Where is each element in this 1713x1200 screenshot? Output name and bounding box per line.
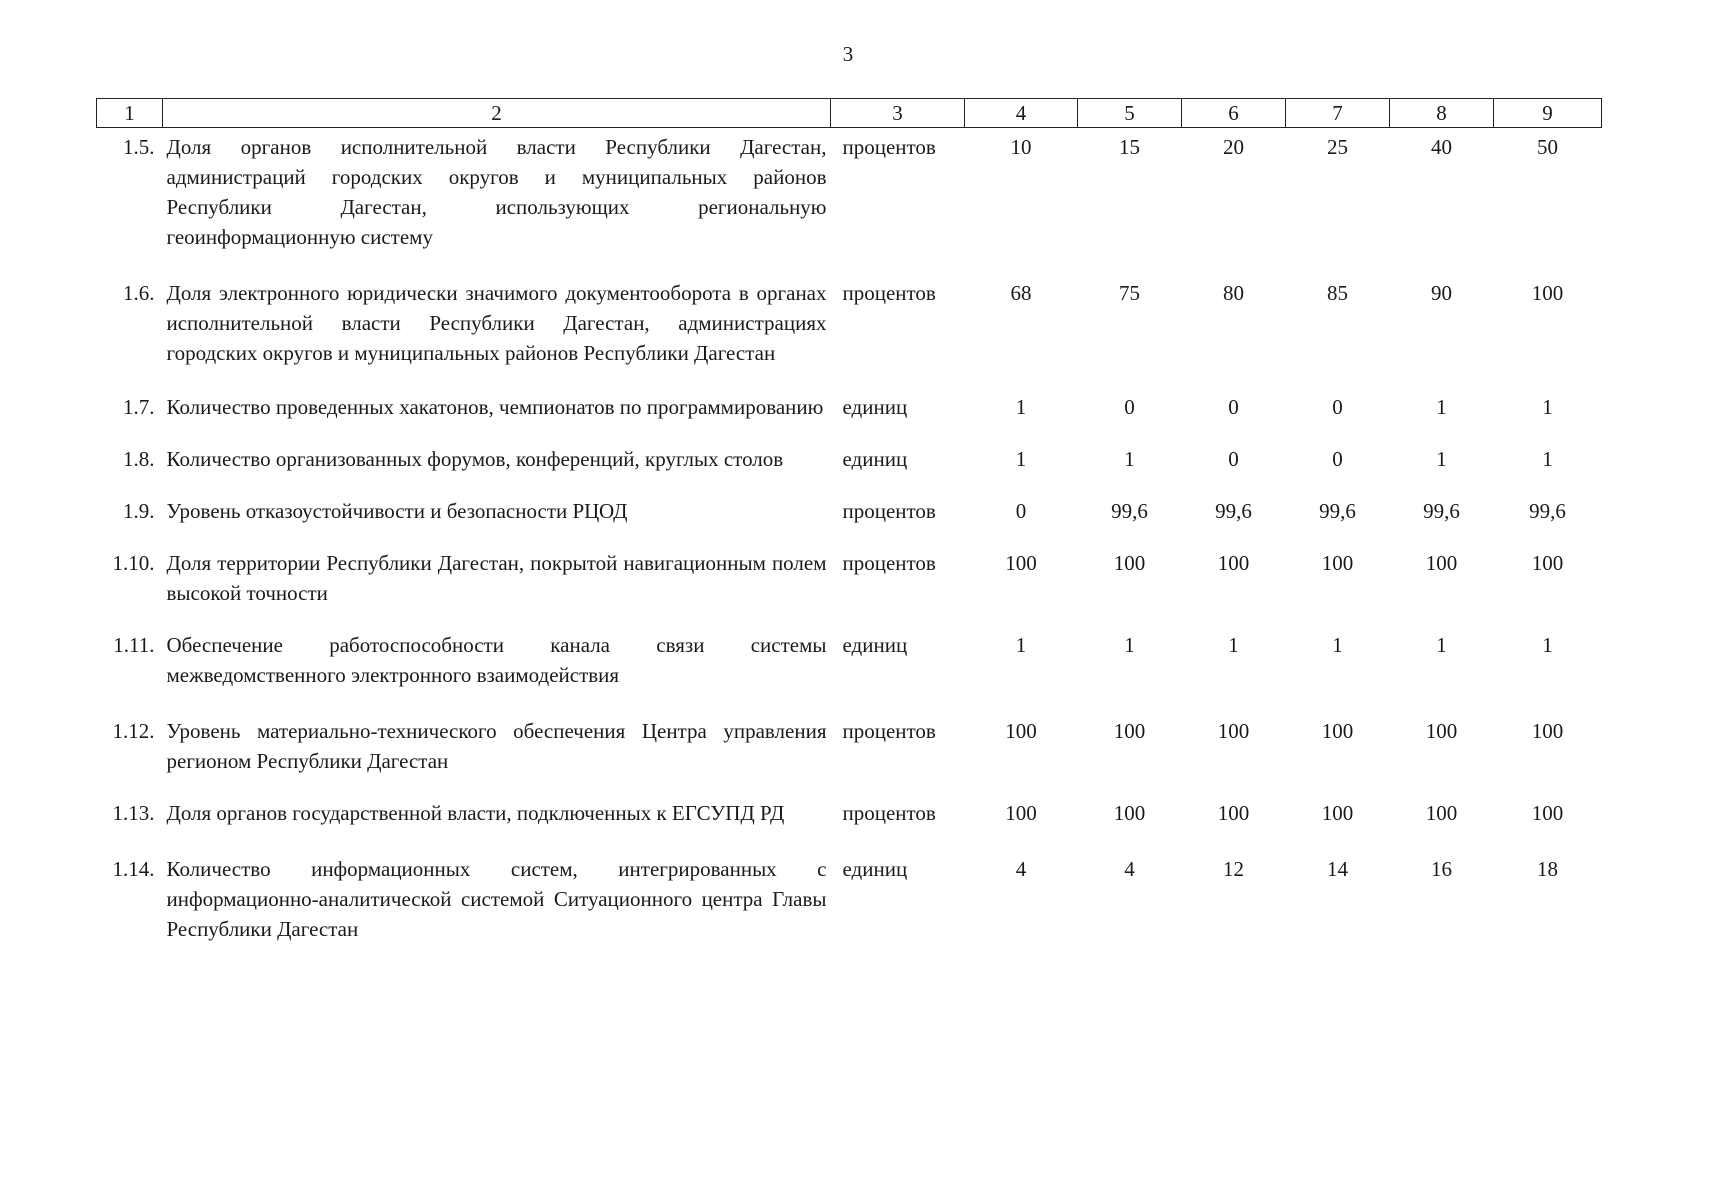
unit-of-measure: процентов [842, 719, 936, 743]
value-col-7: 1 [1332, 633, 1343, 657]
value-col-4: 1 [1015, 633, 1027, 657]
row-number: 1.9. [123, 499, 155, 523]
value-col-9: 50 [1537, 135, 1558, 159]
unit-of-measure: процентов [842, 801, 936, 825]
value-col-6: 0 [1228, 447, 1239, 471]
value-col-9: 100 [1531, 801, 1564, 825]
indicators-table [96, 98, 1602, 944]
indicator-name: Количество проведенных хакатонов, чемпионатов по программированию [166, 395, 824, 419]
row-spacer-cell [97, 828, 1602, 850]
value-col-9: 18 [1537, 857, 1558, 881]
row-spacer-cell [97, 608, 1602, 626]
table-row [97, 712, 1602, 776]
unit-of-measure: единиц [842, 447, 908, 471]
value-col-8: 1 [1436, 633, 1447, 657]
table-row [97, 850, 1602, 944]
value-col-6: 80 [1223, 281, 1244, 305]
indicator-name: Количество информационных систем, интегрированных с информационно-аналитической системой Ситуационного центра Главы Республики Дагестан [166, 857, 827, 941]
row-number: 1.5. [123, 135, 155, 159]
value-col-9: 1 [1542, 395, 1553, 419]
table-row [97, 128, 1602, 253]
table-row [97, 274, 1602, 368]
table-row [97, 492, 1602, 526]
value-col-9: 100 [1531, 551, 1564, 575]
row-spacer-cell [97, 368, 1602, 388]
row-spacer-cell [97, 474, 1602, 492]
value-col-7: 99,6 [1319, 499, 1356, 523]
value-col-4: 100 [1005, 719, 1037, 743]
value-col-5: 99,6 [1111, 499, 1148, 523]
indicator-name: Доля органов государственной власти, подключенных к ЕГСУПД РД [166, 801, 785, 825]
row-spacer [97, 828, 1602, 850]
unit-of-measure: единиц [842, 395, 908, 419]
value-col-8: 90 [1431, 281, 1452, 305]
value-col-8: 100 [1425, 801, 1458, 825]
value-col-6: 100 [1217, 801, 1250, 825]
row-number: 1.12. [112, 719, 155, 743]
value-col-6: 100 [1217, 551, 1250, 575]
value-col-6: 20 [1223, 135, 1244, 159]
indicator-name: Уровень отказоустойчивости и безопасности РЦОД [166, 499, 628, 523]
value-col-9: 100 [1531, 281, 1564, 305]
indicator-name: Уровень материально-технического обеспечения Центра управления регионом Республики Дагестан [166, 719, 827, 773]
value-col-9: 99,6 [1529, 499, 1566, 523]
value-col-7: 85 [1327, 281, 1348, 305]
value-col-7: 14 [1327, 857, 1348, 881]
value-col-4: 1 [1015, 447, 1027, 471]
header-cell-5: 5 [1078, 99, 1182, 128]
value-col-6: 100 [1217, 719, 1250, 743]
value-col-5: 100 [1113, 801, 1146, 825]
value-col-6: 12 [1223, 857, 1244, 881]
row-number: 1.14. [112, 857, 155, 881]
header-cell-1: 1 [97, 99, 163, 128]
table-header [97, 99, 1602, 128]
value-col-8: 1 [1436, 395, 1447, 419]
value-col-9: 1 [1542, 447, 1553, 471]
value-col-7: 100 [1321, 719, 1354, 743]
value-col-7: 25 [1327, 135, 1348, 159]
unit-of-measure: процентов [842, 499, 936, 523]
unit-of-measure: процентов [842, 281, 936, 305]
value-col-8: 100 [1425, 719, 1458, 743]
value-col-8: 100 [1425, 551, 1458, 575]
value-col-5: 100 [1113, 551, 1146, 575]
row-spacer [97, 422, 1602, 440]
value-col-8: 1 [1436, 447, 1447, 471]
value-col-4: 1 [1015, 395, 1027, 419]
value-col-7: 0 [1332, 447, 1343, 471]
row-number: 1.6. [123, 281, 155, 305]
row-number: 1.8. [123, 447, 155, 471]
row-number: 1.10. [112, 551, 155, 575]
value-col-5: 1 [1124, 633, 1135, 657]
header-row [97, 99, 1602, 128]
indicator-name: Обеспечение работоспособности канала связи системы межведомственного электронного взаимодействия [166, 633, 827, 687]
row-spacer-cell [97, 422, 1602, 440]
value-col-7: 0 [1332, 395, 1343, 419]
row-spacer [97, 252, 1602, 274]
row-spacer-cell [97, 690, 1602, 712]
header-cell-9: 9 [1494, 99, 1602, 128]
value-col-6: 1 [1228, 633, 1239, 657]
value-col-4: 100 [1005, 551, 1037, 575]
row-spacer-cell [97, 526, 1602, 544]
header-cell-2: 2 [163, 99, 831, 128]
header-cell-3: 3 [831, 99, 965, 128]
value-col-9: 100 [1531, 719, 1564, 743]
table-row [97, 794, 1602, 828]
value-col-7: 100 [1321, 551, 1354, 575]
row-spacer-cell [97, 252, 1602, 274]
header-cell-4: 4 [965, 99, 1078, 128]
indicator-name: Доля электронного юридически значимого документооборота в органах исполнительной власти Республики Дагестан, администрациях городских округов и муниципальных районов Республики Дагестан [166, 281, 827, 365]
value-col-6: 99,6 [1215, 499, 1252, 523]
value-col-5: 15 [1119, 135, 1140, 159]
row-spacer [97, 526, 1602, 544]
indicator-name: Доля органов исполнительной власти Республики Дагестан, администраций городских округов и муниципальных районов Республики Дагестан, использующих региональную геоинформационную систему [166, 135, 827, 249]
value-col-4: 100 [1005, 801, 1037, 825]
unit-of-measure: единиц [842, 633, 908, 657]
value-col-4: 10 [1010, 135, 1032, 159]
row-spacer [97, 368, 1602, 388]
indicator-name: Доля территории Республики Дагестан, покрытой навигационным полем высокой точности [166, 551, 827, 605]
table-row [97, 544, 1602, 608]
value-col-4: 4 [1015, 857, 1027, 881]
row-spacer [97, 690, 1602, 712]
value-col-5: 4 [1124, 857, 1135, 881]
value-col-5: 100 [1113, 719, 1146, 743]
row-number: 1.7. [123, 395, 155, 419]
value-col-8: 16 [1431, 857, 1452, 881]
unit-of-measure: единиц [842, 857, 908, 881]
row-number: 1.11. [113, 633, 155, 657]
value-col-4: 0 [1015, 499, 1027, 523]
unit-of-measure: процентов [842, 551, 936, 575]
value-col-4: 68 [1010, 281, 1032, 305]
table-row [97, 388, 1602, 422]
value-col-9: 1 [1542, 633, 1553, 657]
table-body [97, 128, 1602, 945]
header-cell-8: 8 [1390, 99, 1494, 128]
value-col-8: 40 [1431, 135, 1452, 159]
header-cell-6: 6 [1182, 99, 1286, 128]
row-spacer [97, 776, 1602, 794]
indicator-name: Количество организованных форумов, конференций, круглых столов [166, 447, 784, 471]
unit-of-measure: процентов [842, 135, 936, 159]
value-col-5: 1 [1124, 447, 1135, 471]
value-col-6: 0 [1228, 395, 1239, 419]
table-row [97, 440, 1602, 474]
value-col-5: 0 [1124, 395, 1135, 419]
value-col-5: 75 [1119, 281, 1140, 305]
row-spacer [97, 608, 1602, 626]
row-spacer [97, 474, 1602, 492]
table-row [97, 626, 1602, 690]
value-col-7: 100 [1321, 801, 1354, 825]
value-col-8: 99,6 [1423, 499, 1460, 523]
header-cell-7: 7 [1286, 99, 1390, 128]
indicators-table-wrapper [96, 98, 1601, 944]
row-number: 1.13. [112, 801, 155, 825]
page-number: 3 [842, 42, 854, 66]
row-spacer-cell [97, 776, 1602, 794]
